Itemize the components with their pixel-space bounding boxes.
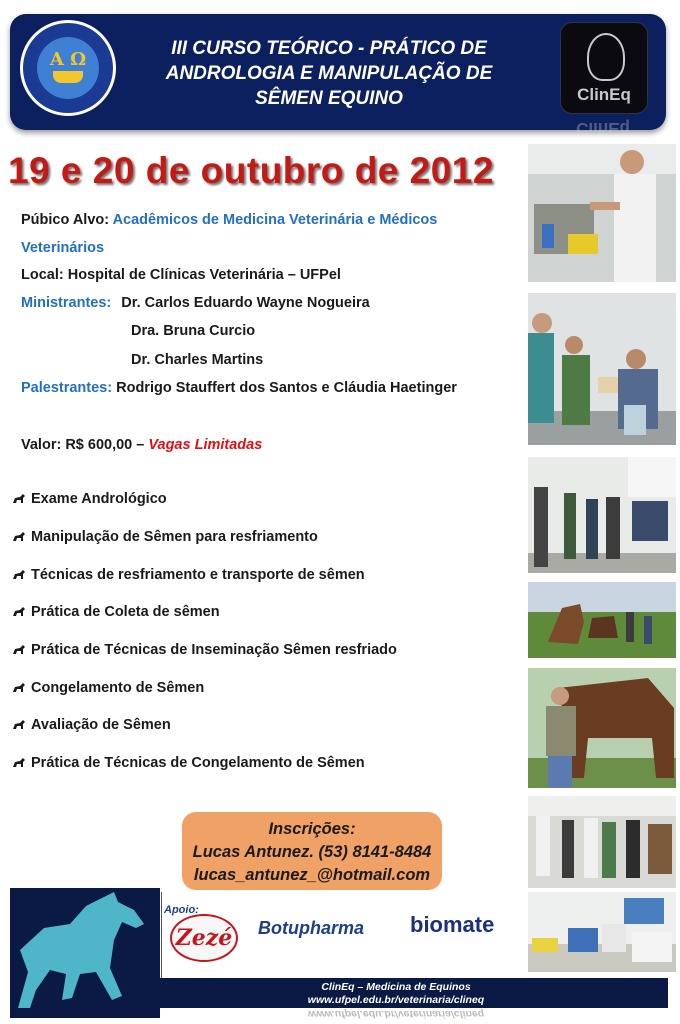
horse-bullet-icon (12, 720, 26, 730)
public-line-2: Veterinários (21, 240, 105, 256)
instructor-name: Dr. Carlos Eduardo Wayne Nogueira (121, 295, 370, 311)
topic-item (12, 604, 220, 620)
registration-box (182, 812, 442, 890)
instructors-line (21, 295, 370, 311)
clineq-logo-label: ClinEq (577, 85, 631, 104)
instructor-name: Dra. Bruna Curcio (131, 323, 256, 339)
location-label: Local: (21, 267, 64, 283)
topic-item (12, 567, 365, 583)
university-seal-logo: Α Ω (20, 20, 116, 116)
price-label: Valor: (21, 437, 62, 453)
photo-group-equipment (528, 293, 676, 445)
registration-contact: Lucas Antunez. (53) 8141-8484 (192, 843, 432, 861)
photo-lab-technician (528, 144, 676, 282)
horse-bullet-icon (12, 607, 26, 617)
clineq-logo (560, 22, 648, 114)
topic-label: Prática de Técnicas de Congelamento de Sêmen (31, 755, 365, 771)
location-line (21, 267, 341, 283)
photo-horses-field (528, 582, 676, 658)
event-date: 19 e 20 de outubro de 2012 (8, 150, 494, 191)
topic-item (12, 680, 204, 696)
instructor-name: Dr. Charles Martins (131, 352, 264, 368)
topic-label: Manipulação de Sêmen para resfriamento (31, 529, 318, 545)
location-value: Hospital de Clínicas Veterinária – UFPel (67, 267, 341, 283)
footer-line-1: ClinEq – Medicina de Equinos (321, 981, 471, 993)
price-line (21, 437, 262, 453)
topic-item (12, 491, 167, 507)
footer-url[interactable]: www.ufpel.edu.br/veterinaria/clineq (307, 994, 485, 1006)
title-line-2: ANDROLOGIA E MANIPULAÇÃO DE (165, 63, 493, 84)
public-label: Púbico Alvo: (21, 212, 110, 228)
horse-bullet-icon (12, 532, 26, 542)
horse-bullet-icon (12, 645, 26, 655)
topic-item (12, 529, 318, 545)
horse-head-icon (587, 33, 625, 81)
topic-item (12, 755, 365, 771)
topic-label: Avaliação de Sêmen (31, 717, 171, 733)
topic-label: Prática de Coleta de sêmen (31, 604, 220, 620)
topic-label: Técnicas de resfriamento e transporte de sêmen (31, 567, 365, 583)
instructors-label: Ministrantes: (21, 295, 112, 311)
footer-url-reflection: www.ufpel.edu.br/veterinaria/clineq (307, 1008, 485, 1020)
speakers-line (21, 380, 457, 396)
horse-bullet-icon (12, 494, 26, 504)
title-line-1: III CURSO TEÓRICO - PRÁTICO DE (171, 38, 487, 59)
registration-title: Inscrições: (268, 820, 356, 838)
limited-spots: Vagas Limitadas (148, 437, 263, 453)
clineq-logo-reflection: ClinEq (576, 119, 630, 138)
public-line-1 (21, 212, 437, 228)
topic-label: Exame Andrológico (31, 491, 167, 507)
horse-bullet-icon (12, 758, 26, 768)
botupharma-logo: Botupharma (258, 918, 365, 938)
biomate-logo: biomate (410, 912, 495, 937)
divider (161, 892, 162, 978)
topic-label: Congelamento de Sêmen (31, 680, 205, 696)
photo-stable-group (528, 796, 676, 888)
public-value: Acadêmicos de Medicina Veterinária e Médicos (112, 212, 438, 228)
photo-lab-supplies (528, 892, 676, 972)
speakers-label: Palestrantes: (21, 380, 113, 396)
footer-bar (124, 978, 668, 1008)
horse-bullet-icon (12, 570, 26, 580)
title-line-3: SÊMEN EQUINO (255, 88, 403, 109)
registration-email: lucas_antunez_@hotmail.com (193, 866, 431, 884)
sponsors-label: Apoio: (164, 904, 199, 916)
horse-bullet-icon (12, 683, 26, 693)
topic-item (12, 642, 397, 658)
speakers-value: Rodrigo Stauffert dos Santos e Cláudia Haetinger (116, 380, 457, 396)
price-value: R$ 600,00 – (65, 437, 145, 453)
topic-item (12, 717, 171, 733)
photo-horse-handling (528, 668, 676, 788)
photo-barn-group (528, 457, 676, 573)
zeze-logo: Zezé (170, 914, 238, 962)
topic-label: Prática de Técnicas de Inseminação Sêmen resfriado (31, 642, 397, 658)
course-title (120, 36, 538, 111)
